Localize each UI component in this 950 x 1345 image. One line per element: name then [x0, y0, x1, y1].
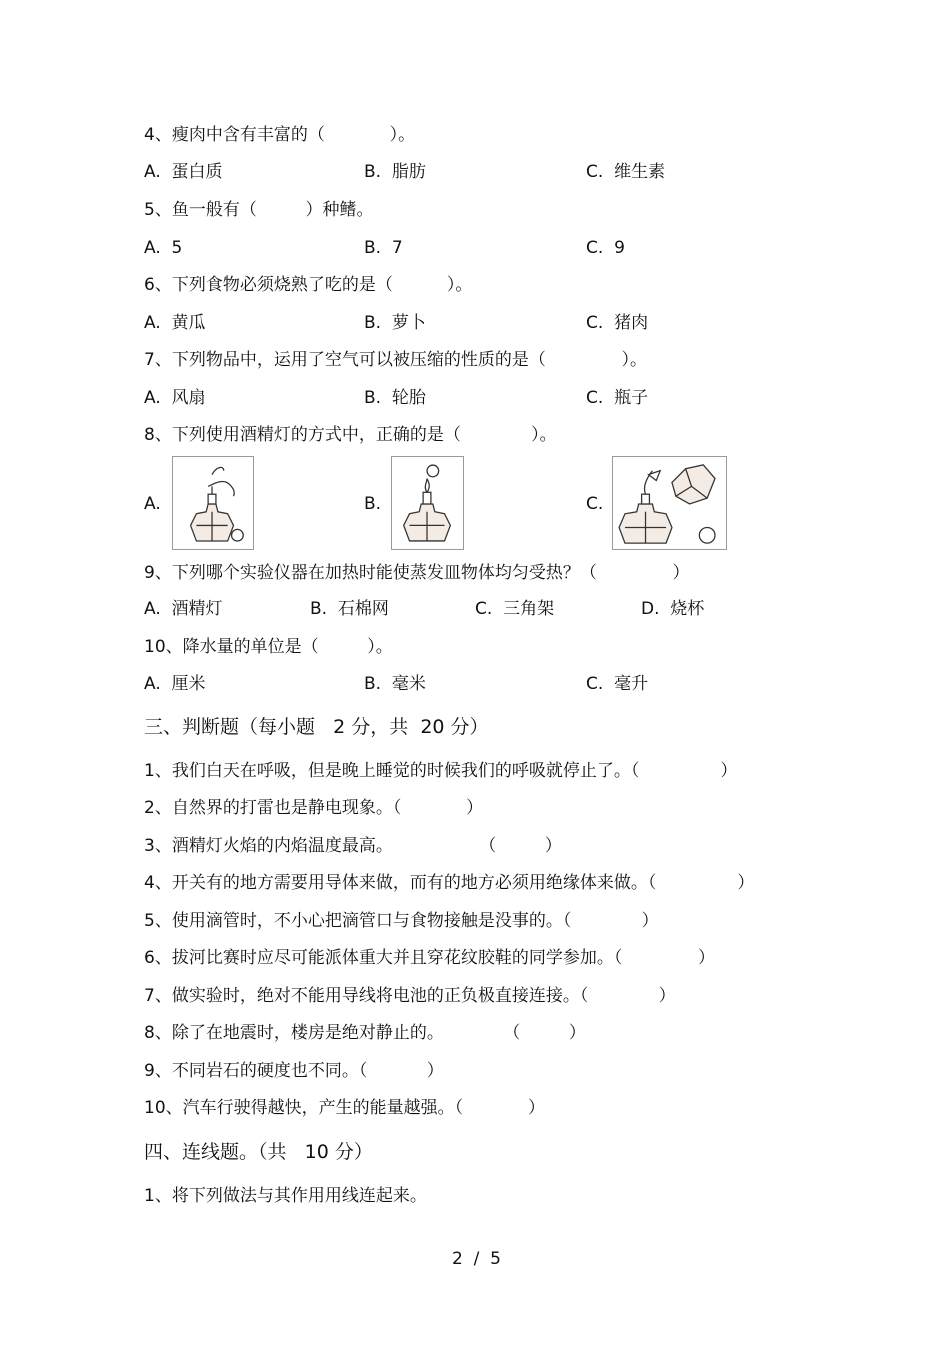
question-6-option-a: A. 黄瓜	[144, 313, 206, 333]
question-4-option-b: B. 脂肪	[364, 162, 426, 182]
judge-item-8: 8、除了在地震时，楼房是绝对静止的。 （ ）	[144, 1023, 586, 1043]
question-6-option-c: C. 猪肉	[586, 313, 649, 333]
judge-item-1: 1、我们白天在呼吸，但是晚上睡觉的时候我们的呼吸就停止了。（ ）	[144, 761, 738, 781]
question-9-stem: 9、下列哪个实验仪器在加热时能使蒸发皿物体均匀受热？（ ）	[144, 563, 690, 583]
section-4-title: 四、连线题。（共 10 分）	[144, 1141, 373, 1163]
judge-item-2: 2、自然界的打雷也是静电现象。（ ）	[144, 798, 484, 818]
judge-item-6: 6、拔河比赛时应尽可能派体重大并且穿花纹胶鞋的同学参加。（ ）	[144, 948, 715, 968]
judge-item-3: 3、酒精灯火焰的内焰温度最高。 （ ）	[144, 836, 562, 856]
question-7-option-b: B. 轮胎	[364, 388, 426, 408]
question-5-option-c: C. 9	[586, 238, 625, 258]
question-9-option-b: B. 石棉网	[310, 599, 389, 619]
judge-item-5: 5、使用滴管时，不小心把滴管口与食物接触是没事的。（ ）	[144, 911, 659, 931]
question-5-stem: 5、鱼一般有（ ）种鳍。	[144, 200, 374, 220]
question-9-option-c: C. 三角架	[475, 599, 555, 619]
question-10-option-a: A. 厘米	[144, 674, 206, 694]
question-7-option-a: A. 风扇	[144, 388, 206, 408]
question-9-option-d: D. 烧杯	[641, 599, 705, 619]
judge-item-9: 9、不同岩石的硬度也不同。（ ）	[144, 1061, 444, 1081]
question-7-stem: 7、下列物品中，运用了空气可以被压缩的性质的是（ ）。	[144, 350, 647, 370]
section-3-title: 三、判断题（每小题 2 分，共 20 分）	[144, 716, 489, 738]
page-number: 2 / 5	[452, 1249, 501, 1269]
question-8-option-a: A.	[144, 494, 161, 514]
question-8-option-b: B.	[364, 494, 382, 514]
question-4-option-c: C. 维生素	[586, 162, 666, 182]
question-8-stem: 8、下列使用酒精灯的方式中，正确的是（ ）。	[144, 425, 557, 445]
alcohol-lamp-figure-a	[172, 456, 254, 550]
judge-item-10: 10、汽车行驶得越快，产生的能量越强。（ ）	[144, 1098, 545, 1118]
question-8-option-c: C.	[586, 494, 604, 514]
question-7-option-c: C. 瓶子	[586, 388, 649, 408]
question-10-option-c: C. 毫升	[586, 674, 649, 694]
judge-item-4: 4、开关有的地方需要用导体来做，而有的地方必须用绝缘体来做。（ ）	[144, 873, 755, 893]
question-10-option-b: B. 毫米	[364, 674, 426, 694]
link-question-1: 1、将下列做法与其作用用线连起来。	[144, 1186, 427, 1206]
question-4-option-a: A. 蛋白质	[144, 162, 223, 182]
question-4-stem: 4、瘦肉中含有丰富的（ ）。	[144, 125, 416, 145]
question-5-option-b: B. 7	[364, 238, 403, 258]
judge-item-7: 7、做实验时，绝对不能用导线将电池的正负极直接连接。（ ）	[144, 986, 676, 1006]
question-6-stem: 6、下列食物必须烧熟了吃的是（ ）。	[144, 275, 473, 295]
question-9-option-a: A. 酒精灯	[144, 599, 223, 619]
question-10-stem: 10、降水量的单位是（ ）。	[144, 637, 393, 657]
question-5-option-a: A. 5	[144, 238, 183, 258]
alcohol-lamp-figure-b	[391, 456, 464, 550]
question-6-option-b: B. 萝卜	[364, 313, 426, 333]
alcohol-lamp-figure-c	[612, 456, 727, 550]
